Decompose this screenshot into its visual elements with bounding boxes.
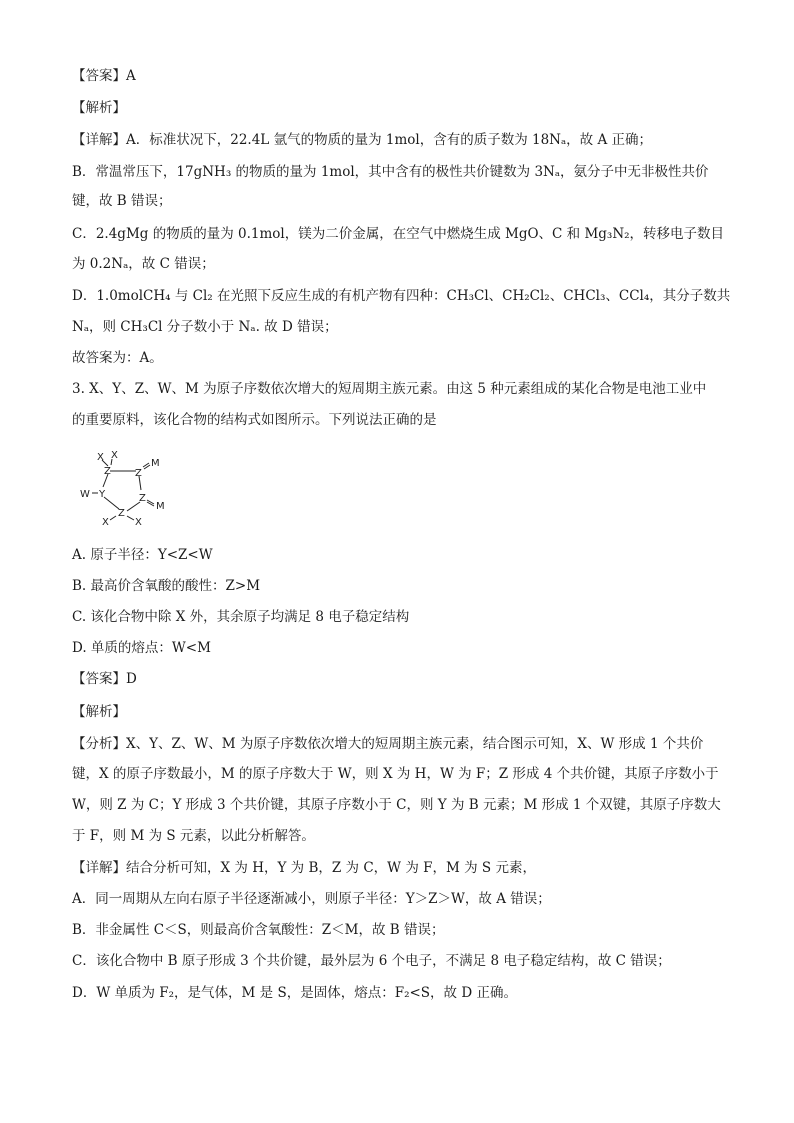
answer-label-1: 【答案】A bbox=[72, 68, 136, 84]
detail-answer-a: A．同一周期从左向右原子半径逐渐减小，则原子半径：Y＞Z＞W，故 A 错误； bbox=[72, 891, 551, 907]
option-a: A. 原子半径：Y<Z<W bbox=[72, 547, 213, 563]
structure-diagram bbox=[72, 450, 192, 528]
detail-a: 【详解】A．标准状况下，22.4L 氩气的物质的量为 1mol，含有的质子数为 18Nₐ，故 A 正确； bbox=[72, 132, 653, 148]
analysis-text-1: 【分析】X、Y、Z、W、M 为原子序数依次增大的短周期主族元素，结合图示可知，X、W 形成 1 个共价 bbox=[72, 736, 704, 752]
analysis-text-2: 键，X 的原子序数最小，M 的原子序数大于 W，则 X 为 H，W 为 F；Z 形成 4 个共价键，其原子序数小于 bbox=[72, 766, 719, 782]
analysis-label-1: 【解析】 bbox=[72, 100, 126, 116]
analysis-text-4: 于 F，则 M 为 S 元素，以此分析解答。 bbox=[72, 828, 315, 844]
detail-c-2: 为 0.2Nₐ，故 C 错误； bbox=[72, 256, 215, 272]
atom-z-2: Z bbox=[135, 468, 142, 479]
atom-z-1: Z bbox=[104, 466, 111, 477]
analysis-label-2: 【解析】 bbox=[72, 704, 126, 720]
atom-x-3: X bbox=[102, 517, 109, 528]
option-b: B. 最高价含氧酸的酸性：Z>M bbox=[72, 578, 261, 594]
atom-x-4: X bbox=[135, 517, 142, 528]
atom-y: Y bbox=[99, 489, 106, 500]
detail-answer-c: C．该化合物中 B 原子形成 3 个共价键，最外层为 6 个电子，不满足 8 电子稳定结构，故 C 错误； bbox=[72, 953, 671, 969]
detail-b-2: 键，故 B 错误； bbox=[72, 193, 172, 209]
detail-answer-b: B．非金属性 C＜S，则最高价含氧酸性：Z＜M，故 B 错误； bbox=[72, 922, 445, 938]
detail-answer-d: D．W 单质为 F₂，是气体，M 是 S，是固体，熔点：F₂<S，故 D 正确。 bbox=[72, 985, 517, 1001]
atom-x-1: X bbox=[97, 452, 104, 463]
detail-c-1: C．2.4gMg 的物质的量为 0.1mol，镁为二价金属，在空气中燃烧生成 MgO、C 和 Mg₃N₂，转移电子数目 bbox=[72, 226, 725, 242]
atom-m-2: M bbox=[156, 501, 165, 512]
question-3-stem-2: 的重要原料，该化合物的结构式如图所示。下列说法正确的是 bbox=[72, 412, 437, 428]
detail-intro: 【详解】结合分析可知，X 为 H，Y 为 B，Z 为 C，W 为 F，M 为 S 元素， bbox=[72, 860, 536, 876]
question-3-stem-1: 3. X、Y、Z、W、M 为原子序数依次增大的短周期主族元素。由这 5 种元素组成的某化合物是电池工业中 bbox=[72, 381, 707, 397]
option-d: D. 单质的熔点：W<M bbox=[72, 640, 211, 656]
conclusion-1: 故答案为：A。 bbox=[72, 350, 163, 366]
atom-z-4: Z bbox=[118, 508, 125, 519]
detail-d-2: Nₐ，则 CH₃Cl 分子数小于 Nₐ. 故 D 错误； bbox=[72, 319, 338, 335]
atom-x-2: X bbox=[111, 450, 118, 461]
atom-z-3: Z bbox=[139, 493, 146, 504]
detail-d-1: D．1.0molCH₄ 与 Cl₂ 在光照下反应生成的有机产物有四种：CH₃Cl、CH₂Cl₂、CHCl₃、CCl₄，其分子数共 bbox=[72, 288, 731, 304]
atom-m-1: M bbox=[151, 458, 160, 469]
option-c: C. 该化合物中除 X 外，其余原子均满足 8 电子稳定结构 bbox=[72, 609, 410, 625]
answer-label-2: 【答案】D bbox=[72, 671, 137, 687]
atom-w: W bbox=[80, 489, 90, 500]
detail-b-1: B．常温常压下，17gNH₃ 的物质的量为 1mol，其中含有的极性共价键数为 3Nₐ，氨分子中无非极性共价 bbox=[72, 164, 709, 180]
analysis-text-3: W，则 Z 为 C；Y 形成 3 个共价键，其原子序数小于 C，则 Y 为 B 元素；M 形成 1 个双键，其原子序数大 bbox=[72, 797, 721, 813]
